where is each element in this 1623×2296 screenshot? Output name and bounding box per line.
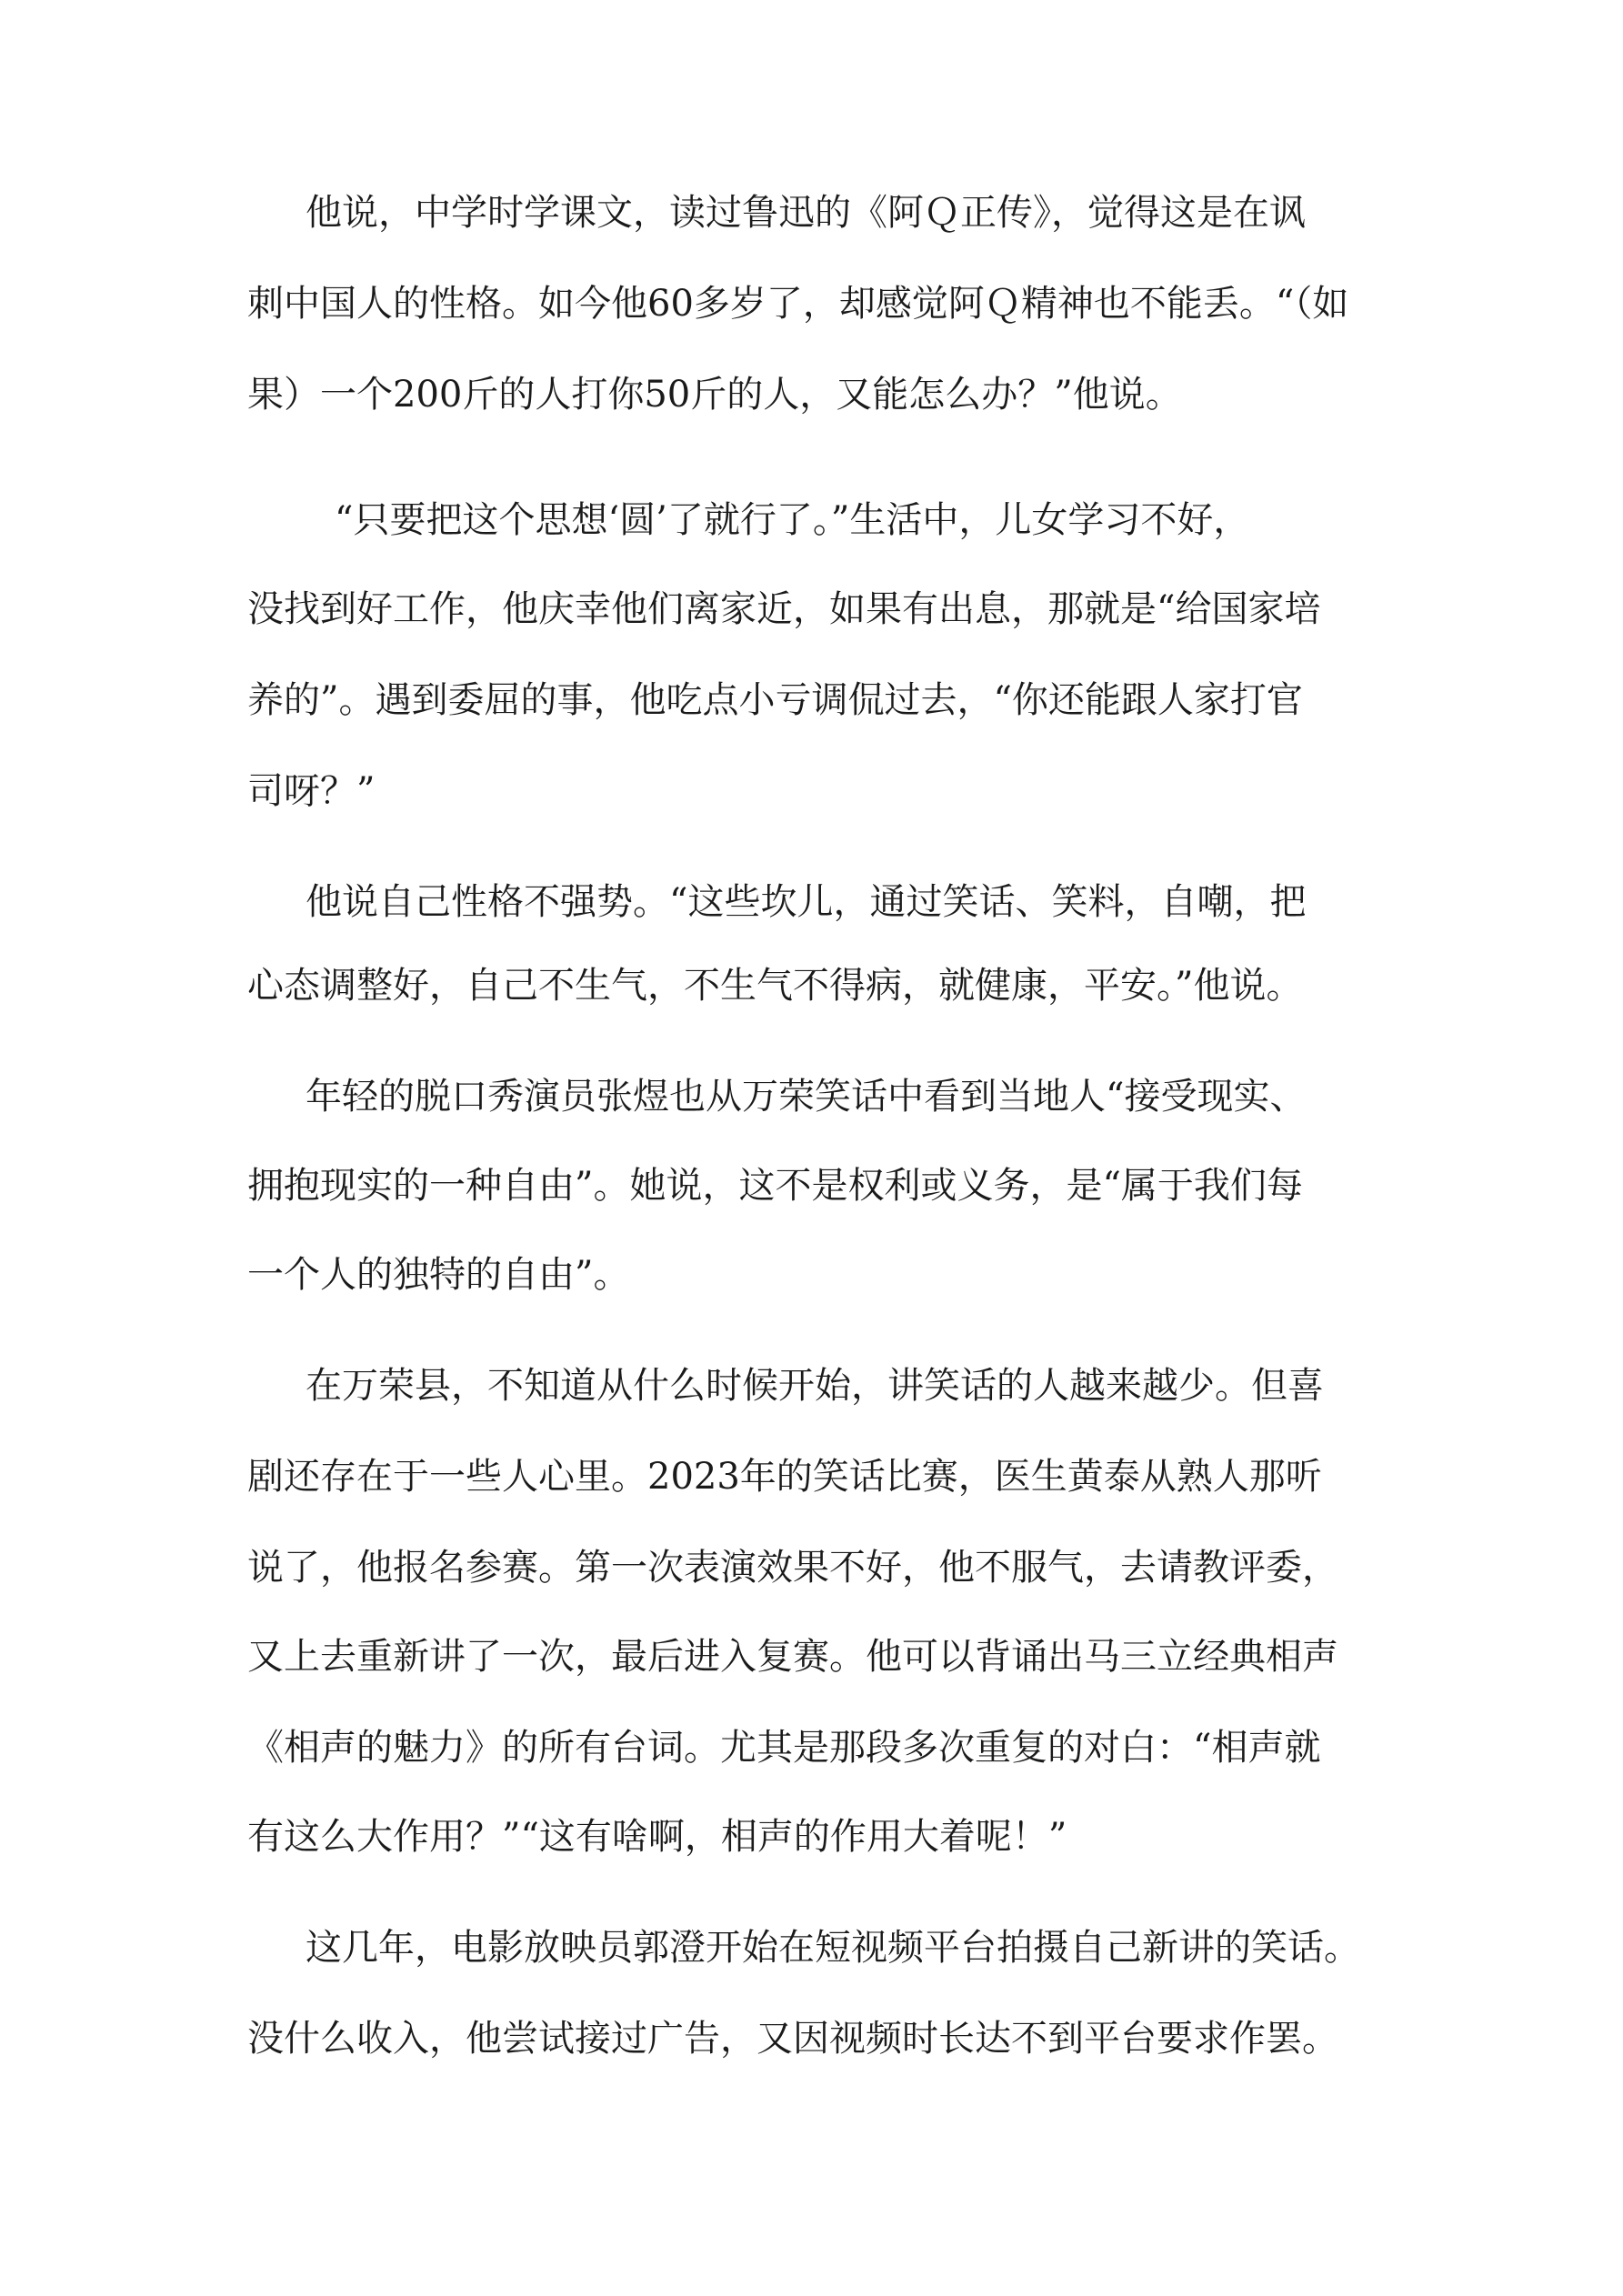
paragraph-5-line-1: 在万荣县，不知道从什么时候开始，讲笑话的人越来越少。但喜 bbox=[306, 1365, 1324, 1407]
paragraph-5-line-3: 说了，他报名参赛。第一次表演效果不好，他不服气，去请教评委， bbox=[247, 1547, 1338, 1589]
paragraph-3-line-1: 他说自己性格不强势。“这些坎儿，通过笑话、笑料，自嘲，把 bbox=[306, 881, 1307, 923]
paragraph-5-line-6: 有这么大作用？”“这有啥啊，相声的作用大着呢！” bbox=[247, 1816, 1067, 1858]
paragraph-4-line-2: 拥抱现实的一种自由”。她说，这不是权利或义务，是“属于我们每 bbox=[247, 1165, 1303, 1207]
paragraph-3-line-2: 心态调整好，自己不生气，不生气不得病，就健康，平安。”他说。 bbox=[247, 965, 1303, 1007]
paragraph-6-line-1: 这几年，电影放映员郭澄开始在短视频平台拍摄自己新讲的笑话。 bbox=[306, 1927, 1360, 1969]
paragraph-4-line-3: 一个人的独特的自由”。 bbox=[247, 1254, 630, 1296]
paragraph-1-line-3: 果）一个200斤的人打你50斤的人，又能怎么办？”他说。 bbox=[247, 374, 1182, 416]
paragraph-1-line-1: 他说，中学时学课文，读过鲁迅的《阿Ｑ正传》，觉得这是在讽 bbox=[306, 192, 1306, 234]
paragraph-5-line-4: 又上去重新讲了一次，最后进入复赛。他可以背诵出马三立经典相声 bbox=[247, 1636, 1338, 1678]
paragraph-5-line-5: 《相声的魅力》的所有台词。尤其是那段多次重复的对白：“相声就 bbox=[247, 1727, 1321, 1769]
paragraph-2-line-2: 没找到好工作，他庆幸他们离家近，如果有出息，那就是“给国家培 bbox=[247, 588, 1321, 630]
paragraph-2-line-3: 养的”。遇到委屈的事，他吃点小亏调侃过去，“你还能跟人家打官 bbox=[247, 679, 1303, 721]
paragraph-5-line-2: 剧还存在于一些人心里。2023年的笑话比赛，医生黄泰从熟人那听 bbox=[247, 1456, 1322, 1498]
paragraph-6-line-2: 没什么收入，他尝试接过广告，又因视频时长达不到平台要求作罢。 bbox=[247, 2018, 1338, 2060]
paragraph-1-line-2: 刺中国人的性格。如今他60多岁了，却感觉阿Ｑ精神也不能丢。“（如 bbox=[247, 283, 1349, 325]
paragraph-2-line-1: “只要把这个思想‘圆’了就行了。”生活中，儿女学习不好， bbox=[335, 499, 1250, 541]
paragraph-2-line-4: 司呀？” bbox=[247, 770, 376, 812]
paragraph-4-line-1: 年轻的脱口秀演员张煜也从万荣笑话中看到当地人“接受现实、 bbox=[306, 1076, 1307, 1118]
